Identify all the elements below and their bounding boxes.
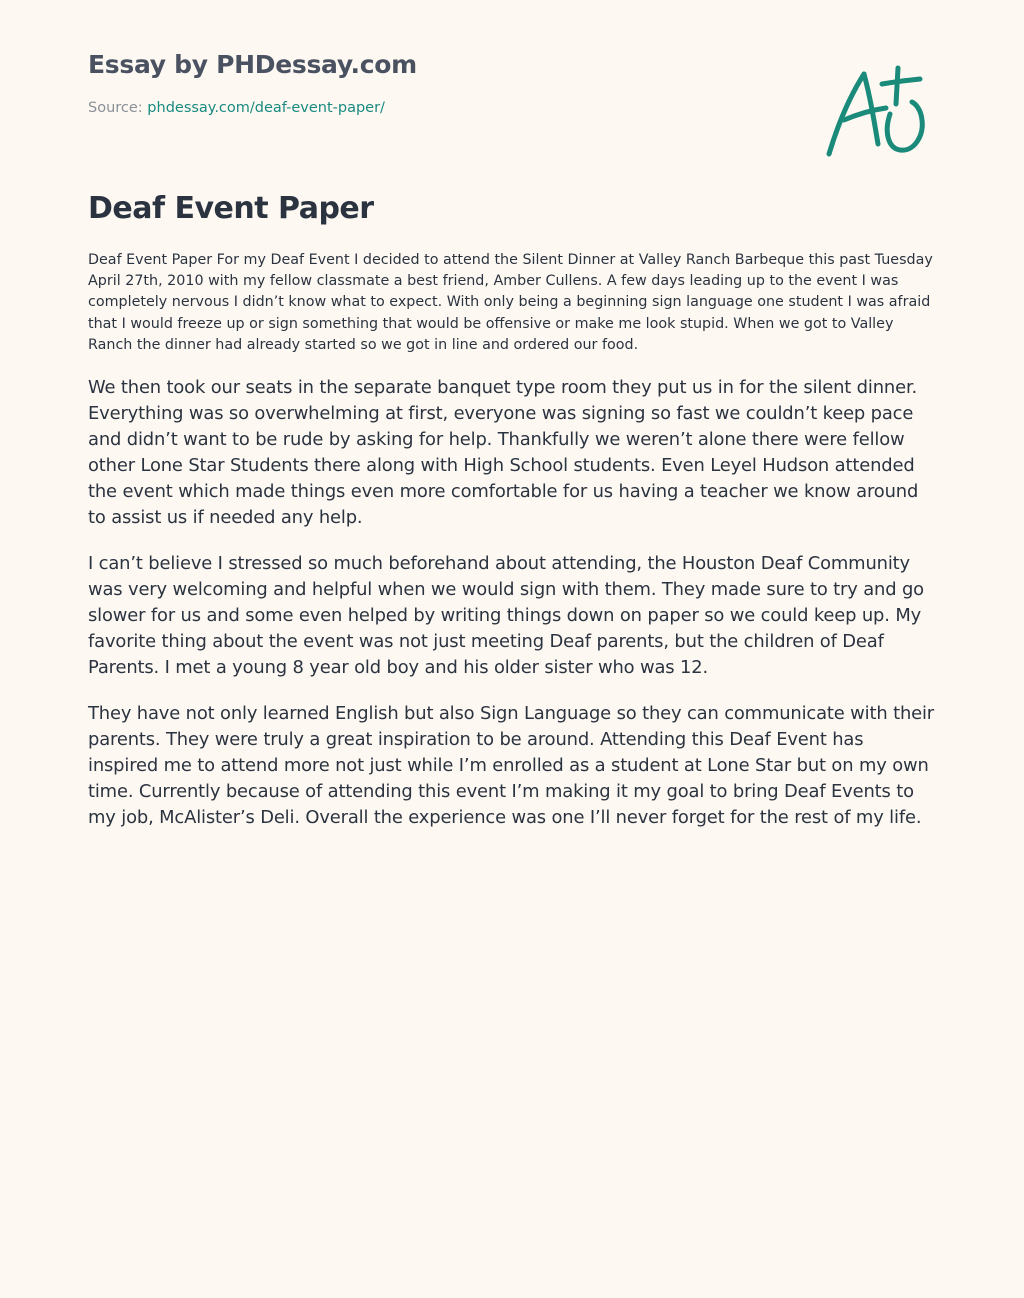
essay-intro: Deaf Event Paper For my Deaf Event I decided to attend the Silent Dinner at Valley Ranch Barbeque this past Tuesday April 27th, 2010 with my fellow classmate a best friend, Amber Cullens. A few days leading up to the event I was completely nervous I didn’t know what to expect. With only being a beginning sign language one student I was afraid that I would freeze up or sign something that would be offensive or make me look stupid. When we got to Valley Ranch the dinner had already started so we got in line and ordered our food. bbox=[88, 252, 933, 353]
essay-paragraph: They have not only learned English but also Sign Language so they can communicate with their parents. They were truly a great inspiration to be around. Attending this Deaf Event has inspired me to attend more not just while I’m enrolled as a student at Lone Star but on my own time. Currently because of attending this event I’m making it my goal to bring Deaf Events to my job, McAlister’s Deli. Overall the experience was one I’ll never forget for the rest of my life. bbox=[88, 703, 935, 828]
essay-title: Deaf Event Paper bbox=[88, 191, 374, 226]
site-brand[interactable]: Essay by PHDessay.com bbox=[88, 50, 417, 79]
site-header bbox=[88, 48, 788, 118]
source-link[interactable]: phdessay.com/deaf-event-paper/ bbox=[147, 100, 385, 116]
essay-paragraph: I can’t believe I stressed so much beforehand about attending, the Houston Deaf Community was very welcoming and helpful when we would sign with them. They made sure to try and go slower for us and some even helped by writing things down on paper so we could keep up. My favorite thing about the event was not just meeting Deaf parents, but the children of Deaf Parents. I met a young 8 year old boy and his older sister who was 12. bbox=[88, 553, 924, 678]
source-label: Source: bbox=[88, 100, 143, 116]
essay-paragraph: We then took our seats in the separate banquet type room they put us in for the silent dinner. Everything was so overwhelming at first, everyone was signing so fast we couldn’t keep pace and didn’t want to be rude by asking for help. Thankfully we weren’t alone there were fellow other Lone Star Students there along with High School students. Even Leyel Hudson attended the event which made things even more comfortable for us having a teacher we know around to assist us if needed any help. bbox=[88, 377, 919, 528]
source-line bbox=[88, 98, 788, 118]
essay-body bbox=[88, 375, 938, 851]
a-plus-logo-icon bbox=[820, 62, 932, 162]
